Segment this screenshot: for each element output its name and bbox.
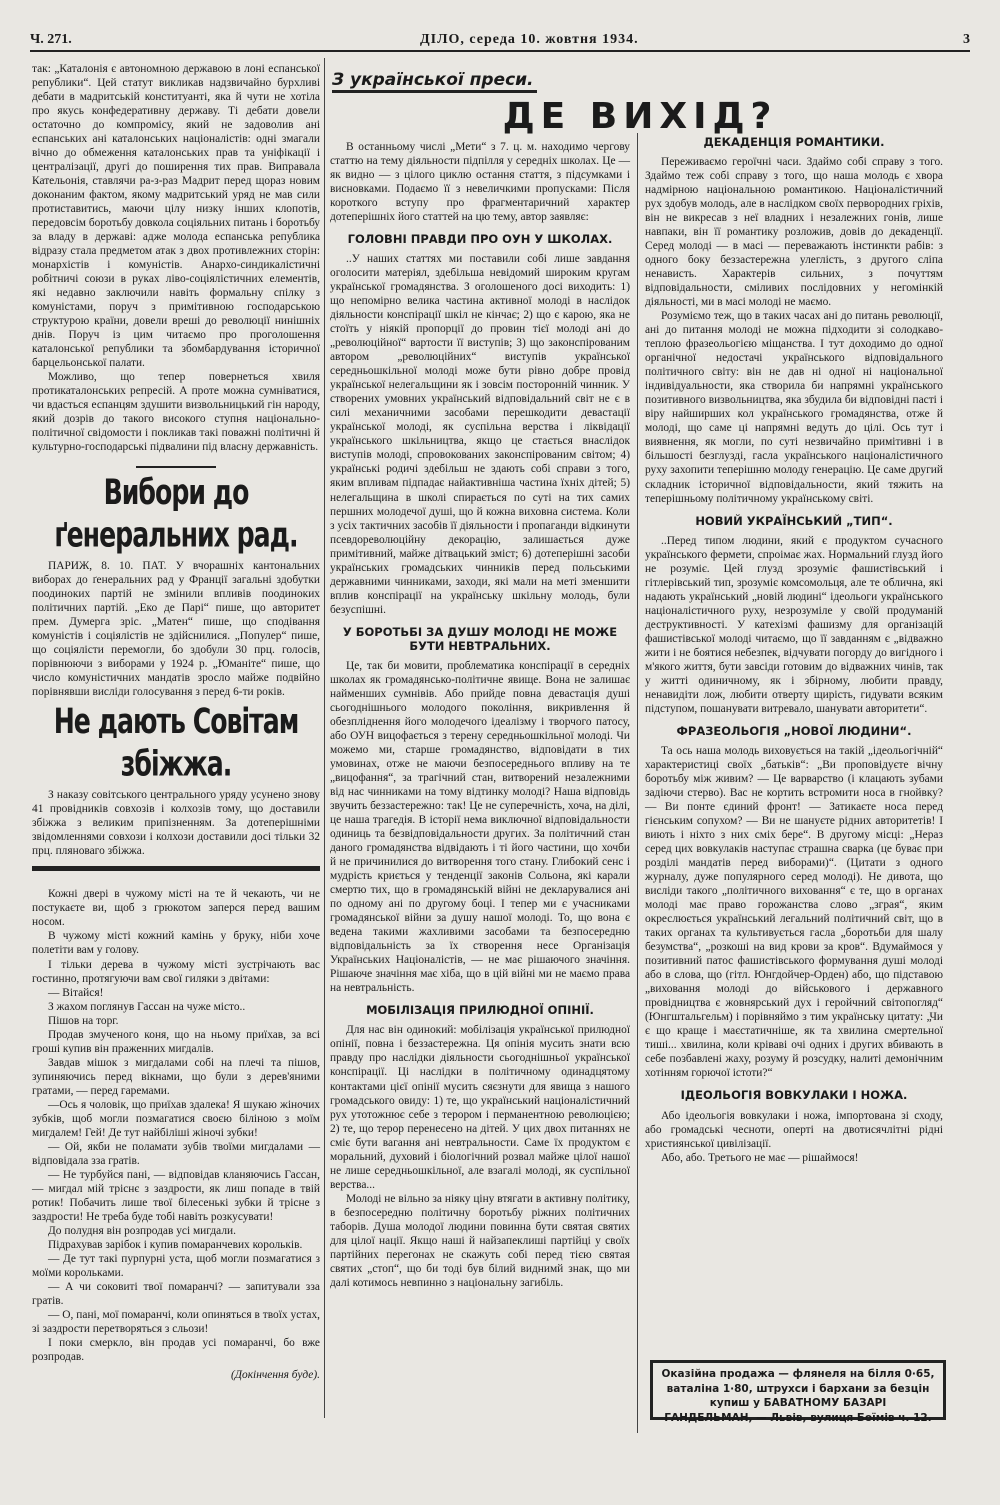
subheading-decadence: ДЕКАДЕНЦІЯ РОМАНТИКИ. (703, 135, 885, 149)
column-2 (330, 140, 630, 1290)
article-paragraph-2: Це, так би мовити, проблематика конспірації в середніх школах як громадянсько-політичне явище. Вона не залишає найменших сумнівів. Або прийде повна девастація душі сьогоднішнього молодого покоління, викривлення й обезпліднення його молодечого ідеалізму і творчого патосу, або ОУН вицофається з терену середньошкільної молоді. Чи можемо ми, старше громадянство, відповідати в тих умовинах, отже не маючи безпосереднього впливу на те „вицофання“, за трагічний стан, витворений незалежними від нас чинниками на тому відтинку молоді? Наша відповідь звучить беззастережно: так! Це не суперечність, хоча, на ділі, це наша трагедія. В історії нема виключної відповідальности одиниць та безвідповідальности других. За політичний стан даного громадянства відвідають і ті його частини, що хочби й не причинилися до витворення того стану. Глибокий сенс і мудрість криється у тенденції законів Сольона, які карали смертю тих, що в громадянській війні не декларувалися ані по одному ані по другому боці. І тепер ми є учасниками громадянської війни за душу нашої молоді. То, що вона є ведена такими жахливими засобами та безпосередню відповідальність за їх створення несе Організація Українських Націоналістів, — не має рішаючого значіння. Рішаюче значіння має хіба, що в цій війні ми не маємо права на невтральність. (330, 659, 630, 995)
top-rule (30, 50, 970, 52)
ideology-paragraph: Або ідеольогія вовкулаки і ножа, імпортована зі сходу, або громадські чесноти, опертi на двотисячлітні рідні християнської цивілізації. (645, 1109, 943, 1150)
decadence-paragraph-1: Переживаємо героїчні часи. Здаймо собі справу з того. Здаймо теж собі справу з того, що наша молодь є хвора надмірною національною романтикою. Націоналістичний рух здобув молодь, але в наслідком своїх первородних гріхів, він не викресав з неї владних і незалежних гонів, лише навпаки, він її романтику розложив, довів до декаденції. Серед молоді — в масі — переважають інстинкти рабів: з одного боку беззастережна улеглість, з другого сліпа ненависть. Характерів сильних, з почуттям відповідальности, сміливих послідовних у негомінкій діяльності, ми в масі молоді не маємо. (645, 156, 943, 309)
column-divider-2 (637, 133, 638, 1433)
story-paragraph: — О, пані, мої помаранчі, коли опиняться в твоїх устах, зі заздрости перетворяться з сльози! (32, 1308, 320, 1335)
story-paragraph: — Вітайся! (48, 986, 104, 999)
subheading-1: ГОЛОВНІ ПРАВДИ ПРО ОУН У ШКОЛАХ. (347, 232, 613, 247)
article-paragraph-4: Молоді не вільно за ніяку ціну втягати в активну політику, в безпосередню політичну боротьбу ріжних політичних таборів. Душа молодої людини повинна бути святая святих для цілої нації. Якщо наші й найзапеклиші партійці у своїх партійних перегонах не скажуть собі перед тією святая святих „стоп“, що би тоді був білий виднимй знак, що ми далі котимось невпинно з національну загибіль. (330, 1192, 630, 1289)
story-paragraph: Пішов на торг. (48, 1014, 119, 1027)
column-3 (645, 133, 943, 1165)
article-paragraph-1: ..У наших статтях ми поставили собі лише завдання оголосити матеріял, здебільша невідомий широким кругам української громадянства. З оголошеного досі виходить: 1) що непомірно велика частина активної молоді в наслідок діяльности конспірації шкіл не кінчає; 2) що є карою, яка не стоїть у ніякій пропорції до провин тієї молоді ані до „революційної“ вартости її виступів; 3) що законспірованим автором „революційних“ виступів української середньошкільної молоді може бути рівно добре провід української нелегальщини як і зовсім посторонній чинник. У створених умовних український відповідальний світ не є в силі механичними засобами перешкодити девастації української молоді, як суспільна верства і ліквідації українського шкільництва, якщо це стається внаслідок виступів молоді, спровокованих законспірованим світом; 4) українські родичі здебільш не здають собі справи з того, яким впливам підпадає найактивніша частина їхніх дітей; 5) нелегальщина в школі спирається по суті на тих самих першних молодечої душі, що й кожна виховна система. Коли з усіх тактичних засобів її діяльности і пропаганди відкинути псевдореволюційну декорацію, залишається дуже примітивний, майже дітвацький зміст; 6) дотеперішні засоби українських громадських чинників перед польськими державними чинниками, заходи, які мали на меті зменшити вплив конспірації на українську шкільну молодь, були безуспішні. (330, 253, 630, 616)
intro-paragraph: В останньому числі „Мети“ з 7. ц. м. находимо чергову статтю на тему діяльности підпілля у середніх школах. Це — як видно — з цілого циклю остання стаття, з підсумками і висновками. Подаємо її з невеличкими пропусками: Після короткого вступу про фрагментаричний характер дотеперішніх його статтей на цю тему, автор заявляє: (330, 141, 630, 224)
ad-line: ГАНДЕЛЬМАН, — Львів, вулиця Боїмів ч. 12. (664, 1412, 932, 1425)
story-paragraph: — Де тут такі пурпурні уста, щоб могли позмагатися з моїми корольками. (32, 1252, 320, 1279)
catalonia-paragraph-2: Можливо, що тепер повернеться хвиля протикаталонських репресій. А проте можна сумніватися, чи вдасться еспанцям здушити визвольницький гін народу, який дозрів до такого високого ступня національно-політичної свідомости і покликав такі поважні політичні й культурно-господарські підвалини під власну державність. (32, 371, 320, 454)
grain-headline: Не дають Совітам збіжжа. (53, 700, 299, 786)
decadence-paragraph-2: Розуміємо теж, що в таких часах ані до питань революції, ані до питання молоді не можна підходити зі солодкаво-теплою фразеольогією міщанства. І тут доходимо до одної органічної недостачі українського відповідального політичного світу: він не дав ні одної ні національної індивідуальности, яка створила би напрямні українського позитивного визвольництва, яка збудила би відповідні пасті і віру найширших кол українського громадянства, отже й молоді, що саме ці напрямні ведуть до цілі. Ось тут і виявнення, як могли, по суті незвичайно примітивні і в більшості безглузді, гасла українського націоналістичного руху захопити теперішню молоду генерацію. Це саме другий складник історичної відповідальности, який тяжить на теперішньому політичному українському світі. (645, 310, 943, 505)
story-paragraph: — Ой, якби не поламати зубів твоїми мигдалами — відповідала зза гратів. (32, 1140, 320, 1167)
issue-number: Ч. 271. (30, 32, 72, 47)
newspaper-title-date: ДІЛО, середа 10. жовтня 1934. (420, 32, 639, 47)
ad-line: купиш у БАВАТНОМУ БАЗАРІ (709, 1397, 887, 1410)
story-paragraph: З жахом поглянув Гассан на чуже місто.. (48, 1000, 246, 1013)
story-paragraph: — А чи соковиті твої помаранчі? — запитували зза гратів. (32, 1280, 320, 1307)
story-paragraph: Завдав мішок з мигдалами собі на плечі та пішов, зупиняючись перед вікнами, що були з дерев'яними гратами, — перед гаремами. (32, 1056, 320, 1097)
subheading-2: У БОРОТЬБІ ЗА ДУШУ МОЛОДІ НЕ МОЖЕ БУТИ НЕВТРАЛЬНИХ. (342, 624, 618, 653)
article-paragraph-3: Для нас він одинокий: мобілізація української прилюдної опінії, повна і беззастережна. Ця опінія мусить знати всю правду про наслідки діяльности сьогоднішньої української конспірації. Ці наслідки в політичному одинадцятому контактами цієї опінії мусить сяєзнути для явища з нашого громадського овиду: 1) те, що український націоналістичний рух утотожнює себе з терором і перманентною революцією; 2) те, що терор перенесено на дітей. У цих двох питаннях не сміє бути вагання ані невтральности. Саме їх продуктом є моральний, духовий і біологічний розвал майже цілої нашої не лише середньошкільної, але взагалі молоді, як суспільної верства... (330, 1024, 630, 1191)
story-paragraph: — Не турбуйся пані, — відповідав кланяючись Гассан, — мигдал мій тріснє з заздрости, як лиш попаде в твій ротик! Побачить лише твої білесенькі зубки й трісне з заздрости! Не треба буде тобі навіть розкусувати! (32, 1168, 320, 1223)
ad-line: Оказійна продажа — флянеля на білля 0·65, (661, 1368, 935, 1380)
advertisement-box (650, 1360, 946, 1425)
ad-line: ваталіна 1·80, штрухси і бархани за безцін (666, 1382, 930, 1395)
closing-line: Або, або. Третього не має — рішаймося! (661, 1151, 859, 1164)
new-type-paragraph: ..Перед типом людини, який є продуктом сучасного українського фермети, спроімає жах. Нормальний глузд його не розуміє. Цей глузд зрозуміє фашистівський і гітлерівський тип, зрозуміє комсомольця, але те облична, які надають український „новій людині“ ідеольоги українського націоналістичного руху, незрозуміле у своїй продуманій деструктивності. У катехізмі фашизму для організацій фашистівської молоді читаємо, що її завданням є „відважно жити і не боятися небезпек, відчувати погорду до вигідного і м'якого життя, бути завсіди готовим до відважних чинів, так у житті одиничному, як і збірному, любити правду, ненавидіти лож, любити отверту щирість, гидувати всяким підступом, пошанувати витревало, шанувати авторитети“. (645, 534, 943, 715)
elections-article: ПАРИЖ, 8. 10. ПАТ. У вчорашніх кантональних виборах до ґенеральних рад у Франції загальні здобутки поодиноких партій не змінили впливів поодиноких політичних партій. „Еко де Парі“ пише, що авторитет прем. Думерга зріс. „Матен“ пише, що сподівання комуністів і соціялістів не здійснилися. „Популер“ пише, що соціялісти перемогли, бо здобули 30 прц. голосів, порівнюючи з виборами у 1924 р. „Юманіте“ пише, що число комуністичних мандатів зросло майже подвійно порівнявши висліди голосування з перед 6-ти років. (32, 560, 320, 699)
feuilleton-rule (32, 866, 320, 871)
subheading-3: МОБІЛІЗАЦІЯ ПРИЛЮДНОЇ ОПІНІЇ. (366, 1003, 594, 1018)
subheading-new-type: НОВИЙ УКРАЇНСЬКИЙ „ТИП“. (695, 513, 893, 528)
story-paragraph: І тільки дерева в чужому місті зустрічають вас гостинно, протягуючи вам свої гиляки з двітами: (32, 958, 320, 985)
story-continuation-note: (Докінчення буде). (230, 1368, 320, 1381)
subheading-ideology: ІДЕОЛЬОГІЯ ВОВКУЛАКИ І НОЖА. (680, 1088, 908, 1103)
column-divider-1 (324, 58, 325, 1418)
story-paragraph: Продав змученого коня, що на ньому приїхав, за всі гроші купив він праженних мигдалів. (32, 1028, 320, 1055)
catalonia-paragraph-1: так: „Каталонія є автономною державою в лоні еспанської републики“. Цей статут викликав надзвичайно бурхливі дебати в мадритській конституанті, яка й чути не хотіла про якусь конфедеративну державу. Ті дебати довели остаточно до компромісу, який не задоволив ані еспанських ані каталонських націоналістів: одні змагали вічно до обмеження каталонських прав та уніфікації і централізації, другі до поширення тих прав. Виправала Кательонія, ставлячи ра-з-раз Мадрит перед щораз новим доконаним фактом, якому мадритський уряд не мав сили протиставитись, маючи цілу низку інших клопотів, передовсім боротьбу довкола соціяльних питань і боротьбу за владу в державі: адже молода еспанська република відразу стала предметом атак з двох противлежних сторін: монархістів і комуністів. Анархо-синдикалістичні робітничі союзи в руках ліво-соціялістичних елементів, які недавно заключили навіть формальну спілку з комуністами, поруч з примітивною господарською структурою країни, довели вреші до революції нинішніх днів. Поруч із цим читаємо про проголошення каталонської републики та збомбардування історичної барцельонської палати. (32, 63, 320, 370)
grain-article: З наказу совітського центрального уряду усунено знову 41 провідників совхозів і колхозів тому, що доставили збіжжа з великим припізненням. За дотеперішніми звідомленнями совхози і колхози доставили досі тільки 32 прц. пляноваго збіжжа. (32, 789, 320, 858)
story-paragraph: —Ось я чоловік, що приїхав здалека! Я шукаю жіночих зубків, щоб могли позмагатися своєю біліною з моїм мигдалем! Гей! Де тут найбіліші жіночі зубки! (32, 1098, 320, 1139)
press-review-section-title: З української преси. (332, 70, 537, 93)
story-paragraph: В чужому місті кожний камінь у бруку, ніби хоче полетіти вам у голову. (32, 930, 320, 957)
main-headline: ДЕ ВИХІД? (502, 96, 778, 137)
column-1 (32, 62, 320, 1382)
masthead (30, 28, 970, 50)
subheading-phraseology: ФРАЗЕОЛЬОГІЯ „НОВОЇ ЛЮДИНИ“. (676, 723, 912, 738)
phraseology-paragraph: Та ось наша молодь виховується на такій „ідеольогічній“ характеристиці своїх „батьків“: „Ви проповідуєте вічну боротьбу між живим? — Це варварство (і клацають зубами задіючи стерво). Вас не кортить встромити носа в гнойвку? — Ви понте єдиний фронт! — Затикаєте носа перед гієнським сопухом? — Ви не шануєте рідних авторитетів! І виють і ніхто з них сміх бере“. В другому місці: „Нераз серед цих вовкулаків наступає страшна сварка (це буває при розділі мандатів перед виборами)“. (Цитати з одного журналу, дуже популярного серед молоді). Не дивота, що висліди такого „політичного виховання“ є те, що в органах молоді має право горожанства слово „зграя“, яким окреслюється український легальний політичний світ, що в таких органах та культивується гасла „боротьби для шалу безумства“, „розкоші на вид крови за кров“. Вдумаймося у позитивний патос фашистівського формування душі молоді або в слова, що (гітл. Юнгдойчер-Орден) або, що підставою „виховання молоді до військового і державного провідництва є жовнярський дух і геройчний світопогляд“ (Юнгштальгельм) і порівняймо з тим українську цитату: „Чи є що краще і маєстатичніше, як та хвилина смертельної тиші... хвилина, коли кріваві очі одних і других вбивають в себе позбавлені жаху, розуму й розсудку, налиті демонічним хотінням горючої істоти?“ (645, 745, 943, 1080)
elections-headline: Вибори до ґенеральних рад. (54, 471, 298, 557)
page-number: 3 (963, 32, 970, 47)
story-paragraph: І поки смеркло, він продав усі помаранчі, бо вже розпродав. (32, 1336, 320, 1363)
story-paragraph: До полудня він розпродав усі мигдали. (48, 1224, 236, 1237)
story-paragraph: Підрахував зарібок і купив помаранчевих корольків. (48, 1238, 303, 1251)
story-paragraph: Кожні двері в чужому місті на те й чекають, чи не постукаєте ви, щоб з грюкотом заперся перед вашим носом. (32, 888, 320, 929)
divider (136, 466, 216, 468)
